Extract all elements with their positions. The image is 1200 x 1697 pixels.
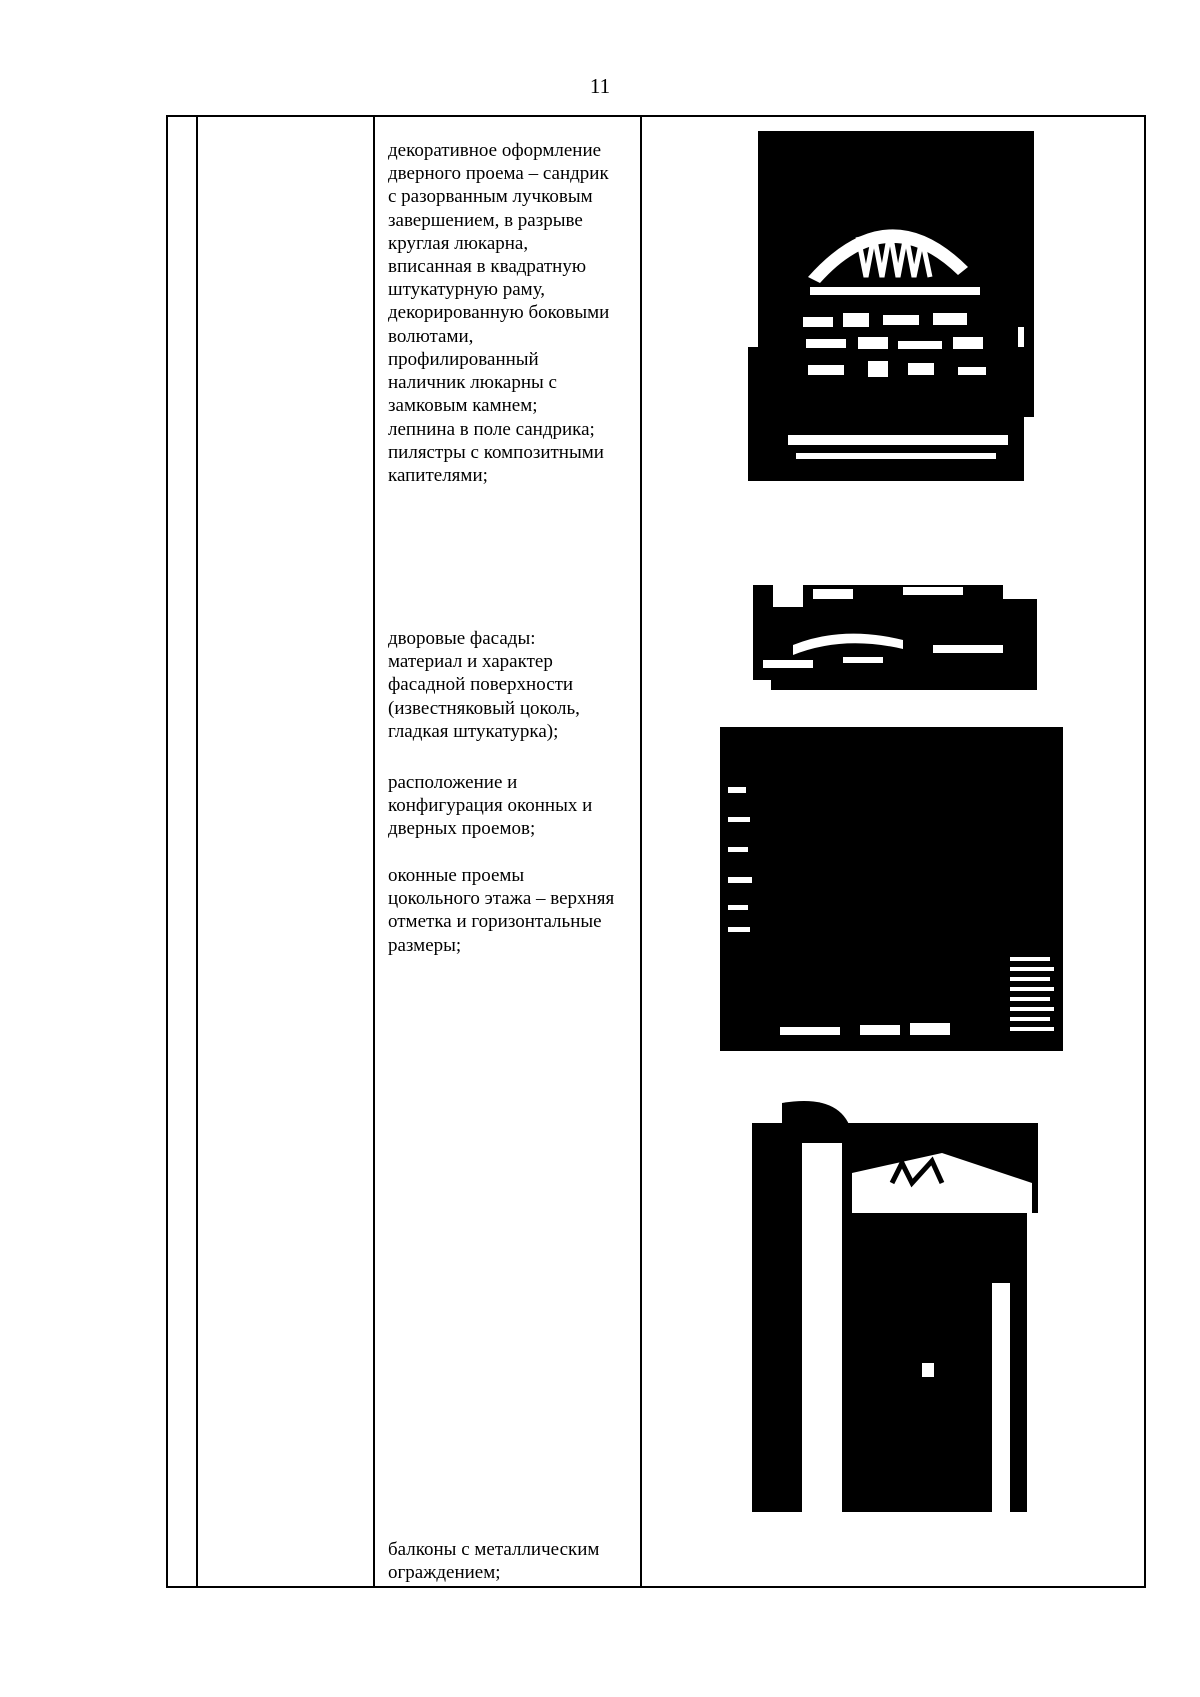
text-line: размеры;	[388, 934, 462, 956]
page-number: 11	[589, 74, 611, 98]
text-line: дверных проемов;	[388, 818, 536, 840]
description-balconies	[388, 1538, 632, 1584]
text-line: с разорванным лучковым	[388, 186, 593, 208]
text-line: конфигурация оконных и	[388, 795, 593, 817]
text-line: цокольного этажа – верхняя	[388, 888, 615, 910]
text-line: штукатурную раму,	[388, 279, 546, 301]
text-line: расположение и	[388, 772, 518, 793]
column-divider-3	[640, 115, 642, 1588]
text-line: декоративное оформление	[388, 140, 602, 161]
courtyard-windows-photo	[720, 727, 1063, 1051]
text-line: лепнина в поле сандрика;	[388, 419, 595, 440]
text-line: оконные проемы	[388, 865, 525, 886]
description-openings	[388, 771, 632, 841]
description-lucarne-frame	[388, 348, 632, 418]
description-door-decor	[388, 139, 632, 348]
text-line: завершением, в разрыве	[388, 209, 583, 231]
column-divider-2	[373, 115, 375, 1588]
text-line: наличник люкарны с	[388, 372, 557, 394]
courtyard-facade-photo	[753, 585, 1037, 690]
text-line: дверного проема – сандрик	[388, 163, 609, 185]
text-line: фасадной поверхности	[388, 674, 574, 696]
text-line: профилированный	[388, 349, 539, 370]
text-line: замковым камнем;	[388, 395, 538, 417]
text-line: декорированную боковыми	[388, 302, 610, 324]
text-line: отметка и горизонтальные	[388, 911, 602, 933]
description-basement-windows	[388, 864, 632, 957]
door-canopy-photo	[742, 1083, 1038, 1512]
text-line: капителями;	[388, 465, 488, 487]
text-line: (известняковый цоколь,	[388, 697, 580, 719]
text-line: пилястры с композитными	[388, 442, 604, 464]
text-line: дворовые фасады:	[388, 628, 536, 649]
column-divider-1	[196, 115, 198, 1588]
description-stucco	[388, 418, 632, 488]
text-line: балконы с металлическим	[388, 1539, 600, 1560]
text-line: вписанная в квадратную	[388, 256, 587, 278]
door-portal-photo	[748, 117, 1034, 481]
text-line: ограждением;	[388, 1562, 501, 1584]
text-line: материал и характер	[388, 651, 553, 673]
description-courtyard-facades	[388, 627, 632, 743]
text-line: круглая люкарна,	[388, 232, 529, 254]
text-line: гладкая штукатурка);	[388, 720, 559, 742]
text-line: волютами,	[388, 325, 474, 347]
